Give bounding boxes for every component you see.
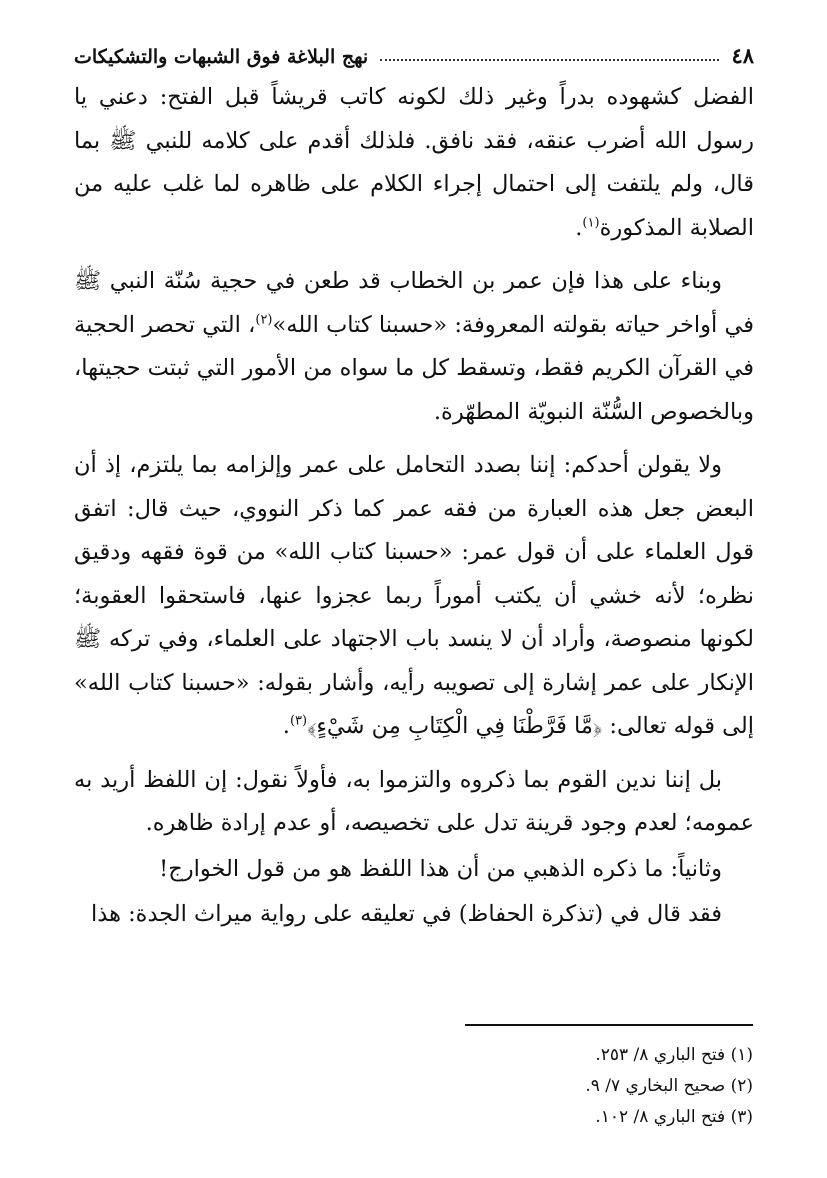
- header-dot-leader: [380, 58, 719, 61]
- paragraph-2: [74, 260, 754, 434]
- page-number: ٤٨: [731, 43, 754, 68]
- paragraph-3-text: ولا يقولن أحدكم: إننا بصدد التحامل على عمر وإلزامه بما يلتزم، إذ أن البعض جعل هذه العبارة من فقه عمر كما ذكر النووي، حيث قال: اتفق قول العلماء على أن قول عمر: «حسبنا كتاب الله» من قوة فقهه ودقيق نظره؛ لأنه خشي أن يكتب أموراً ربما عجزوا عنها، فاستحقوا العقوبة؛ لكونها منصوصة، وأراد أن لا ينسد باب الاجتهاد على العلماء، وفي تركه ﷺ الإنكار على عمر إشارة إلى تصويبه رأيه، وأشار بقوله: «حسبنا كتاب الله» إلى قوله تعالى: ﴿مَّا فَرَّطْنَا فِي الْكِتَابِ مِن شَيْءٍ﴾: [74, 452, 754, 739]
- footnote-ref-1: (١): [582, 215, 600, 230]
- paragraph-4: [74, 759, 754, 846]
- paragraph-5: [74, 848, 754, 892]
- paragraph-1-text: الفضل كشهوده بدراً وغير ذلك لكونه كاتب قريشاً قبل الفتح: دعني يا رسول الله أضرب عنقه، فقد نافق. فلذلك أقدم على كلامه للنبي ﷺ بما قال، ولم يلتفت إلى احتمال إجراء الكلام على ظاهره لما غلب عليه من الصلابة المذكورة: [74, 84, 754, 241]
- page-header: [74, 34, 754, 68]
- footnote-ref-3: (٣): [289, 713, 308, 729]
- footnote-3: (٣) فتح الباري ٨/ ١٠٢.: [595, 1107, 753, 1127]
- paragraph-6: [74, 893, 754, 937]
- paragraph-5-text: وثانياً: ما ذكره الذهبي من أن هذا اللفظ هو من قول الخوارج!: [159, 855, 722, 882]
- paragraph-4-text: بل إننا ندين القوم بما ذكروه والتزموا به، فأولاً نقول: إن اللفظ أريد به عمومه؛ لعدم وجود قرينة تدل على تخصيصه، أو عدم إرادة ظاهره.: [74, 766, 754, 836]
- footnote-separator: [465, 1024, 753, 1026]
- paragraph-2-text: وبناء على هذا فإن عمر بن الخطاب قد طعن في حجية سُنّة النبي ﷺ في أواخر حياته بقولته المعروفة: «حسبنا كتاب الله»: [74, 268, 754, 338]
- footnote-1: (١) فتح الباري ٨/ ٢٥٣.: [595, 1045, 753, 1065]
- paragraph-1-tail: .: [575, 214, 583, 241]
- body-text: [74, 76, 754, 939]
- footnote-ref-2: (٢): [255, 312, 273, 327]
- paragraph-3: [74, 444, 754, 749]
- paragraph-1: [74, 76, 754, 250]
- paragraph-3-tail: .: [282, 713, 290, 739]
- paragraph-6-text: فقد قال في (تذكرة الحفاظ) في تعليقه على رواية ميراث الجدة: هذا: [91, 901, 722, 927]
- paragraph-2-tail: ، التي تحصر الحجية في القرآن الكريم فقط، وتسقط كل ما سواه من الأمور التي ثبتت حجيتها، وبالخصوص السُّنّة النبويّة المطهّرة.: [74, 311, 754, 425]
- footnote-2: (٢) صحيح البخاري ٧/ ٩.: [585, 1076, 753, 1096]
- running-title: نهج البلاغة فوق الشبهات والتشكيكات: [74, 46, 369, 68]
- footnotes: [73, 1040, 753, 1133]
